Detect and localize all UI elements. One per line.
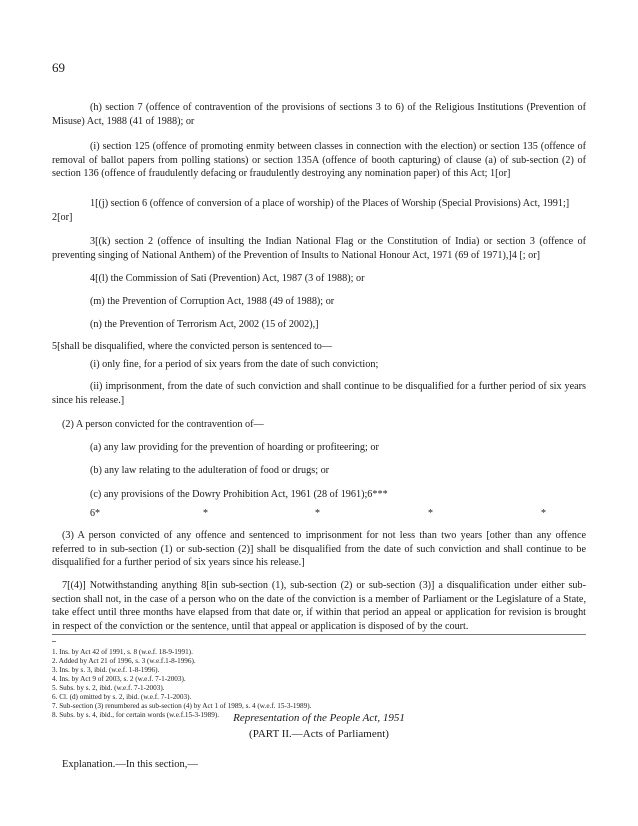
footnote: 2. Added by Act 21 of 1996, s. 3 (w.e.f.1-8-1996). [52,657,196,665]
clause-b: (b) any law relating to the adulteration of food or drugs; or [90,465,330,476]
clause-c: (c) any provisions of the Dowry Prohibition Act, 1961 (28 of 1961);6*** [90,489,388,500]
footnote: 8. Subs. by s. 4, ibid., for certain words (w.e.f.15-3-1989). [52,711,220,719]
footnote: 3. Ins. by s. 3, ibid. (w.e.f. 1-8-1996). [52,666,160,674]
clause-n: (n) the Prevention of Terrorism Act, 2002 (15 of 2002),] [90,319,319,330]
omission-star: * [315,508,320,519]
clause-m: (m) the Prevention of Corruption Act, 1988 (49 of 1988); or [90,296,335,307]
footnote: 4. Ins. by Act 9 of 2003, s. 2 (w.e.f. 7-1-2003). [52,675,186,683]
omission-star: * [541,508,546,519]
sentence-fine: (i) only fine, for a period of six years from the date of such conviction; [90,359,379,370]
subsection-4: 7[(4)] Notwithstanding anything 8[in sub-section (1), sub-section (2) or sub-section (3)] a disqualification under either sub-section shall not, in the case of a person who on the date of the conviction is a member of Parliament or the Legislature of a State, take effect until three months have elapsed from that date or, if within that period an appeal or application for revision is brought in respect of the conviction or the sentence, until that appeal or application is disposed of by the court. [52,580,586,632]
running-title: Representation of the People Act, 1951 [233,712,405,724]
clause-i: (i) section 125 (offence of promoting enmity between classes in connection with the election) or section 135 (offence of removal of ballot papers from polling stations) or section 135A (offence of booth capturing) of clause (a) of sub-section (2) of section 136 (offence of fraudulently defacing or fraudulently destroying any nomination paper) of this Act; 1[or] [52,141,586,179]
omission-star: * [203,508,208,519]
clause-j: 1[(j) section 6 (offence of conversion of a place of worship) of the Places of Worship (Special Provisions) Act, 1991;] [90,198,570,209]
omission-star: * [428,508,433,519]
footnote: 1. Ins. by Act 42 of 1991, s. 8 (w.e.f. 18-9-1991). [52,648,193,656]
omission-star-lead: 6* [90,508,100,519]
clause-j-or: 2[or] [52,212,73,223]
page-number: 69 [52,60,65,75]
explanation: Explanation.—In this section,— [62,759,198,770]
footnote: 6. Cl. (d) omitted by s. 2, ibid. (w.e.f. 7-1-2003). [52,693,192,701]
clause-h: (h) section 7 (offence of contravention of the provisions of sections 3 to 6) of the Religious Institutions (Prevention of Misuse) Act, 1988 (41 of 1988); or [52,102,586,127]
running-part: (PART II.—Acts of Parliament) [249,728,389,740]
clause-k: 3[(k) section 2 (offence of insulting the Indian National Flag or the Constitution of India) or section 3 (offence of preventing singing of National Anthem) of the Prevention of Insults to National Honour Act, 1971 (69 of 1971),]4 [; or] [52,236,586,261]
footnote-divider [52,634,586,635]
footnote: 5. Subs. by s. 2, ibid. (w.e.f. 7-1-2003). [52,684,165,692]
clause-a: (a) any law providing for the prevention of hoarding or profiteering; or [90,442,379,453]
clause-l: 4[(l) the Commission of Sati (Prevention) Act, 1987 (3 of 1988); or [90,273,365,284]
footnote-divider-tick [52,641,56,642]
disqualified-lead: 5[shall be disqualified, where the convicted person is sentenced to— [52,341,333,352]
sentence-imprisonment: (ii) imprisonment, from the date of such conviction and shall continue to be disqualified for a further period of six years since his release.] [52,381,586,406]
footnote: 7. Sub-section (3) renumbered as sub-section (4) by Act 1 of 1989, s. 4 (w.e.f. 15-3-1989). [52,702,312,710]
subsection-3: (3) A person convicted of any offence and sentenced to imprisonment for not less than two years [other than any offence referred to in sub-section (1) or sub-section (2)] shall be disqualified from the date of such conviction and shall continue to be disqualified for a further period of six years since his release.] [52,530,586,568]
subsection-2: (2) A person convicted for the contravention of— [62,419,264,430]
